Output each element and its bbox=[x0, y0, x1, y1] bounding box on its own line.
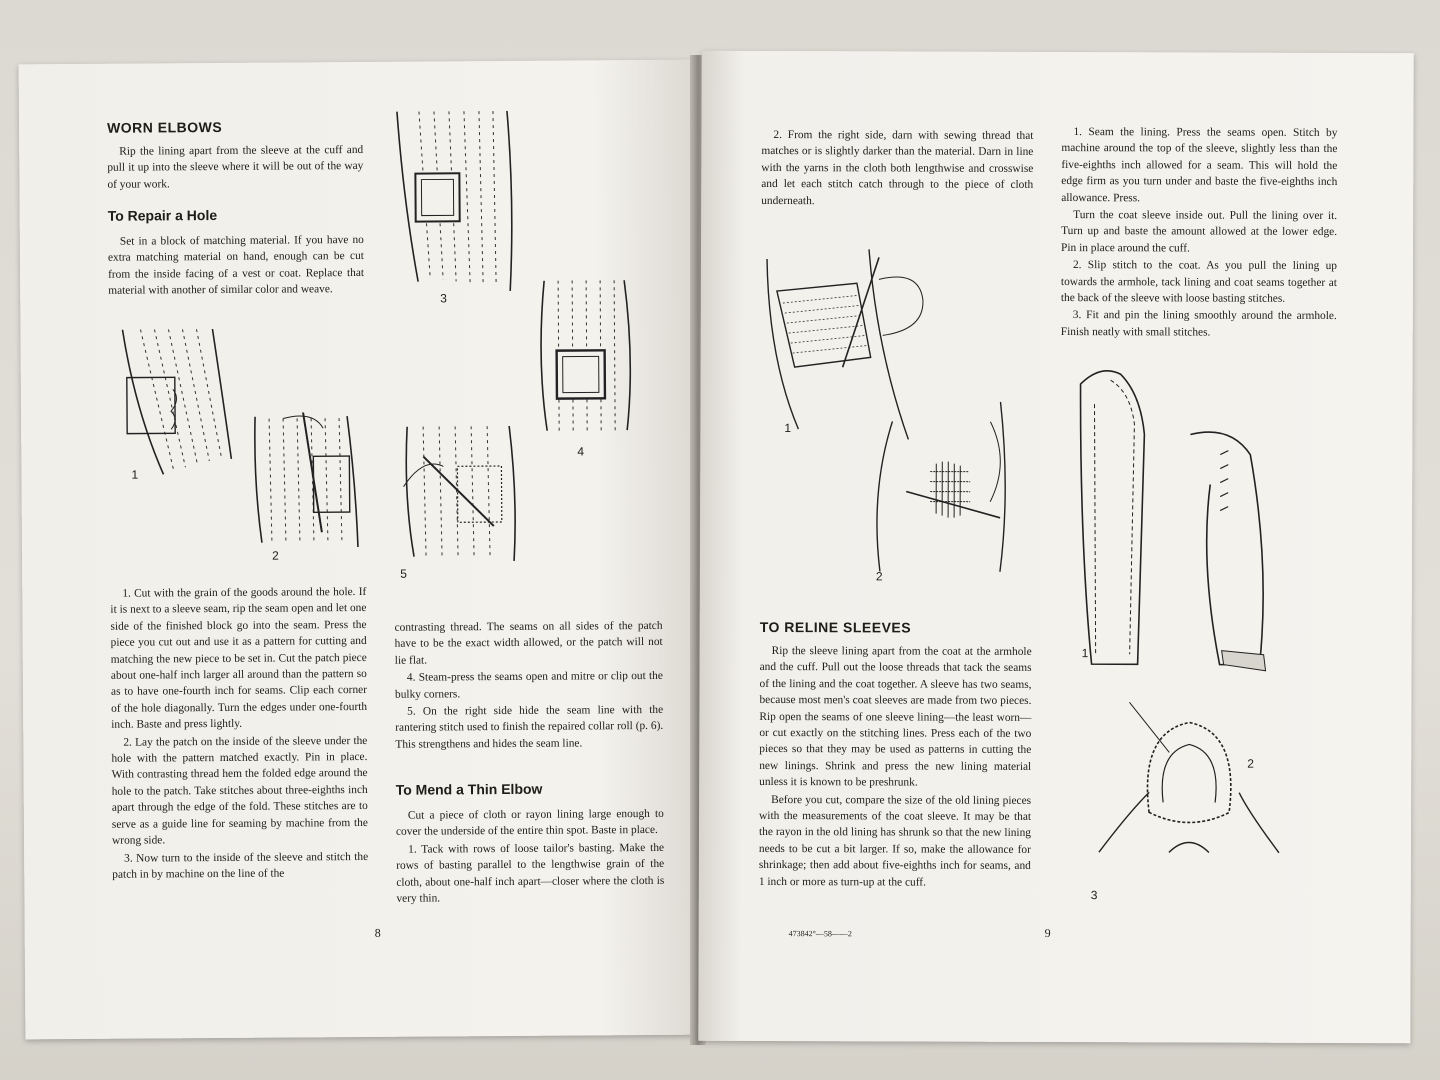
worn-elbows-heading: WORN ELBOWS bbox=[106, 118, 223, 136]
page-number-8: 8 bbox=[374, 925, 381, 940]
repair-hole-intro: Set in a block of matching material. If you have no extra matching material on hand, enough can be cut from the inside facing of a vest or coat. Replace that material with another of similar color and weave. bbox=[107, 233, 365, 297]
darn-figure-label-2: 2 bbox=[875, 569, 883, 584]
worn-elbows-intro: Rip the lining apart from the sleeve at the cuff and pull it up into the sleeve where it will be out of the way of your work. bbox=[107, 143, 364, 191]
patch-figure-1 bbox=[112, 329, 233, 480]
patch-figure-5 bbox=[393, 426, 524, 581]
figure-label-3: 3 bbox=[440, 291, 447, 306]
print-code: 473842°—58——2 bbox=[788, 929, 852, 939]
darn-figure-2 bbox=[850, 401, 1021, 582]
darn-instructions: 2. From the right side, darn with sewing thread that matches or is slightly darker than the material. Darn in line with the yarns in the cloth both lengthwise and crosswise and let each stitch catch through to the piece of cloth underneath. bbox=[761, 129, 1034, 207]
sleeve-figure-3 bbox=[1089, 692, 1290, 903]
sleeve-figure-label-1: 1 bbox=[1081, 646, 1089, 661]
page-number-9: 9 bbox=[1044, 925, 1051, 940]
right-page bbox=[698, 51, 1413, 1043]
sleeve-figure-label-2: 2 bbox=[1247, 756, 1254, 771]
repair-hole-subheading: To Repair a Hole bbox=[107, 206, 218, 224]
darn-figure-label-1: 1 bbox=[784, 421, 792, 436]
reline-steps-column-2: 1. Seam the lining. Press the seams open. Stitch by machine around the top of the sleeve, slightly less than the five-eighths inch allowed for a seam. This will hold the edge firm as you turn under and baste the five-eighths inch allowance. Press. Turn the coat sleeve inside out. Pull the lining over it. Turn up and baste the amount allowed at the lower edge. Pin in place around the cuff. 2. Slip stitch to the coat. As you pull the lining up towards the armhole, tack lining and coat seams together at the back of the sleeve with loose basting stitches. 3. Fit and pin the lining smoothly around the armhole. Finish neatly with small stitches. bbox=[1060, 126, 1338, 339]
thin-elbow-subheading: To Mend a Thin Elbow bbox=[395, 780, 543, 798]
reline-instructions: Rip the sleeve lining apart from the coat at the armhole and the cuff. Pull out the loose threads that tack the seams of the lining and the coat together. A sleeve has two seams, because most men's coat sleeves are made from two pieces. Rip open the seams of one sleeve lining—the least worn—or cut exactly on the stitching lines. Press each of the two pieces so that they may be used as patterns in cutting the new linings. Shrink and press the new lining material unless it is known to be preshrunk. Before you cut, compare the size of the old lining pieces with the measurements of the coat sleeve. It may be that the rayon in the old lining has shrunk so that the new lining needs to be cut a bit larger. If so, make the allowance for shrinkage; then add about five-eighths inch for seams, and 1 inch or more as turn-up at the cuff. bbox=[758, 645, 1032, 889]
figure-label-4: 4 bbox=[577, 444, 585, 459]
figure-label-1: 1 bbox=[131, 467, 139, 482]
patch-figure-2 bbox=[243, 412, 364, 563]
thin-elbow-text: Cut a piece of cloth or rayon lining large enough to cover the underside of the entire thin spot. Baste in place. 1. Tack with rows of loose tailor's basting. Make the rows of basting parallel to the lengthwise grain of the cloth, about one-half inch apart—closer where the cloth is very thin. bbox=[395, 807, 665, 905]
figure-label-2: 2 bbox=[271, 548, 279, 563]
left-page bbox=[19, 60, 702, 1040]
patch-figure-4 bbox=[534, 280, 645, 459]
repair-steps-column-2: contrasting thread. The seams on all sides of the patch have to be the exact width allowed, or the patch will not lie flat. 4. Steam-press the seams open and mitre or clip out the bulky corners. 5. On the right side hide the seam line with the rantering stitch used to finish the repaired collar roll (p. 6). This strengthens and hides the seam line. bbox=[394, 619, 664, 751]
sleeve-figure-label-3: 3 bbox=[1090, 888, 1098, 903]
sleeve-figure-1-and-2 bbox=[1060, 364, 1341, 771]
reline-sleeves-heading: TO RELINE SLEEVES bbox=[759, 618, 912, 636]
repair-steps-column-1: 1. Cut with the grain of the goods around the hole. If it is next to a sleeve seam, rip the seam open and let one side of the finished block go into the seam. Press the piece you cut out and use it as a pattern for cutting and matching the new piece to be set in. Cut the patch piece about one-half inch larger all around than the pattern so as to have one-fourth inch for seams. Clip each corner of the hole diagonally. Turn the edges under one-fourth inch. Baste and press lightly. 2. Lay the patch on the inside of the sleeve under the hole with the pattern matched exactly. Pin in place. With contrasting thread hem the folded edge around the hole to the patch. Take stitches about three-eighths inch apart through the edge of the fold. These stitches are to serve as a guide line for seaming by machine from the wrong side. 3. Now turn to the inside of the sleeve and stitch the patch in by machine on the line of the bbox=[110, 585, 369, 881]
figure-label-5: 5 bbox=[400, 566, 407, 581]
patch-figure-3 bbox=[389, 101, 530, 306]
